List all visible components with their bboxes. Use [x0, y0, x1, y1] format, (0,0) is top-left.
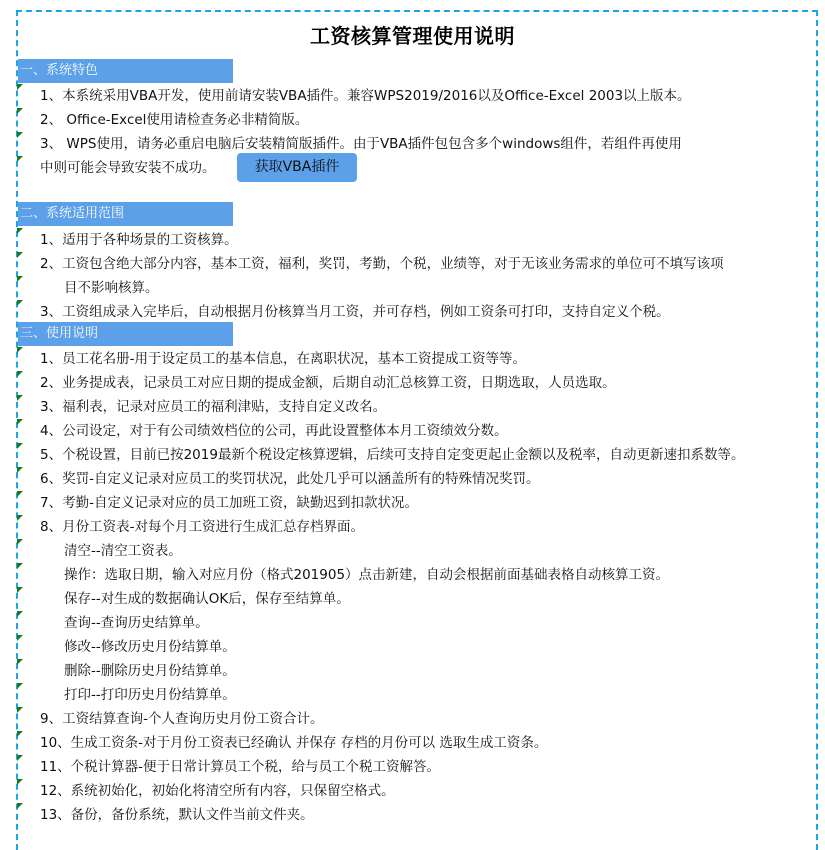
list-item: 11、个税计算器-便于日常计算员工个税，给与员工个税工资解答。: [0, 755, 825, 779]
cell-comment-marker-icon: [17, 132, 23, 138]
list-item: 修改--修改历史月份结算单。: [0, 635, 825, 659]
list-item: 6、奖罚-自定义记录对应员工的奖罚状况，此处几乎可以涵盖所有的特殊情况奖罚。: [0, 467, 825, 491]
list-item: 目不影响核算。: [0, 276, 825, 300]
section-heading-features: 一、系统特色: [18, 59, 233, 83]
list-item: 操作：选取日期，输入对应月份（格式201905）点击新建，自动会根据前面基础表格自动核算工资。: [0, 563, 825, 587]
section-heading-scope: 二、系统适用范围: [18, 202, 233, 226]
cell-comment-marker-icon: [17, 659, 23, 665]
list-item: 4、公司设定，对于有公司绩效档位的公司，再此设置整体本月工资绩效分数。: [0, 419, 825, 443]
list-item: 8、月份工资表-对每个月工资进行生成汇总存档界面。: [0, 515, 825, 539]
cell-comment-marker-icon: [17, 300, 23, 306]
cell-comment-marker-icon: [17, 611, 23, 617]
page-title: 工资核算管理使用说明: [310, 24, 515, 48]
cell-comment-marker-icon: [17, 252, 23, 258]
cell-comment-marker-icon: [17, 515, 23, 521]
list-item: 清空--清空工资表。: [0, 539, 825, 563]
list-item: 2、工资包含绝大部分内容，基本工资，福利，奖罚，考勤，个税，业绩等，对于无该业务需求的单位可不填写该项: [0, 252, 825, 276]
cell-comment-marker-icon: [17, 755, 23, 761]
list-item: 3、 WPS使用，请务必重启电脑后安装精简版插件。由于VBA插件包包含多个windows组件，若组件再使用: [0, 132, 825, 156]
cell-comment-marker-icon: [17, 683, 23, 689]
cell-comment-marker-icon: [17, 563, 23, 569]
list-item: 2、 Office-Excel使用请检查务必非精简版。: [0, 108, 825, 132]
cell-comment-marker-icon: [17, 467, 23, 473]
list-item: 3、福利表，记录对应员工的福利津贴，支持自定义改名。: [0, 395, 825, 419]
section-heading-usage: 三、使用说明: [18, 322, 233, 346]
cell-comment-marker-icon: [17, 371, 23, 377]
cell-comment-marker-icon: [17, 395, 23, 401]
cell-comment-marker-icon: [17, 635, 23, 641]
list-item: 10、生成工资条-对于月份工资表已经确认 并保存 存档的月份可以 选取生成工资条。: [0, 731, 825, 755]
list-item: 删除--删除历史月份结算单。: [0, 659, 825, 683]
list-item: 13、备份，备份系统，默认文件当前文件夹。: [0, 803, 825, 827]
list-item: 2、业务提成表，记录员工对应日期的提成金额，后期自动汇总核算工资，日期选取，人员选取。: [0, 371, 825, 395]
cell-comment-marker-icon: [17, 84, 23, 90]
cell-comment-marker-icon: [17, 443, 23, 449]
list-item: 3、工资组成录入完毕后，自动根据月份核算当月工资，并可存档，例如工资条可打印，支持自定义个税。: [0, 300, 825, 324]
list-item: 打印--打印历史月份结算单。: [0, 683, 825, 707]
cell-comment-marker-icon: [17, 419, 23, 425]
cell-comment-marker-icon: [17, 347, 23, 353]
cell-comment-marker-icon: [17, 731, 23, 737]
list-item: 7、考勤-自定义记录对应的员工加班工资，缺勤迟到扣款状况。: [0, 491, 825, 515]
list-item: 中则可能会导致安装不成功。: [0, 156, 825, 180]
list-item: 查询--查询历史结算单。: [0, 611, 825, 635]
cell-comment-marker-icon: [17, 108, 23, 114]
list-item: 1、本系统采用VBA开发，使用前请安装VBA插件。兼容WPS2019/2016以及Office-Excel 2003以上版本。: [0, 84, 825, 108]
cell-comment-marker-icon: [17, 587, 23, 593]
list-item: 1、员工花名册-用于设定员工的基本信息，在离职状况，基本工资提成工资等等。: [0, 347, 825, 371]
cell-comment-marker-icon: [17, 539, 23, 545]
list-item: 9、工资结算查询-个人查询历史月份工资合计。: [0, 707, 825, 731]
list-item: 12、系统初始化，初始化将清空所有内容，只保留空格式。: [0, 779, 825, 803]
list-item: 保存--对生成的数据确认OK后，保存至结算单。: [0, 587, 825, 611]
get-vba-plugin-button[interactable]: 获取VBA插件: [237, 153, 357, 182]
list-item: 5、个税设置，目前已按2019最新个税设定核算逻辑，后续可支持自定变更起止金额以及税率，自动更新速扣系数等。: [0, 443, 825, 467]
cell-comment-marker-icon: [17, 228, 23, 234]
cell-comment-marker-icon: [17, 276, 23, 282]
cell-comment-marker-icon: [17, 803, 23, 809]
cell-comment-marker-icon: [17, 156, 23, 162]
cell-comment-marker-icon: [17, 779, 23, 785]
cell-comment-marker-icon: [17, 707, 23, 713]
cell-comment-marker-icon: [17, 491, 23, 497]
list-item: 1、适用于各种场景的工资核算。: [0, 228, 825, 252]
